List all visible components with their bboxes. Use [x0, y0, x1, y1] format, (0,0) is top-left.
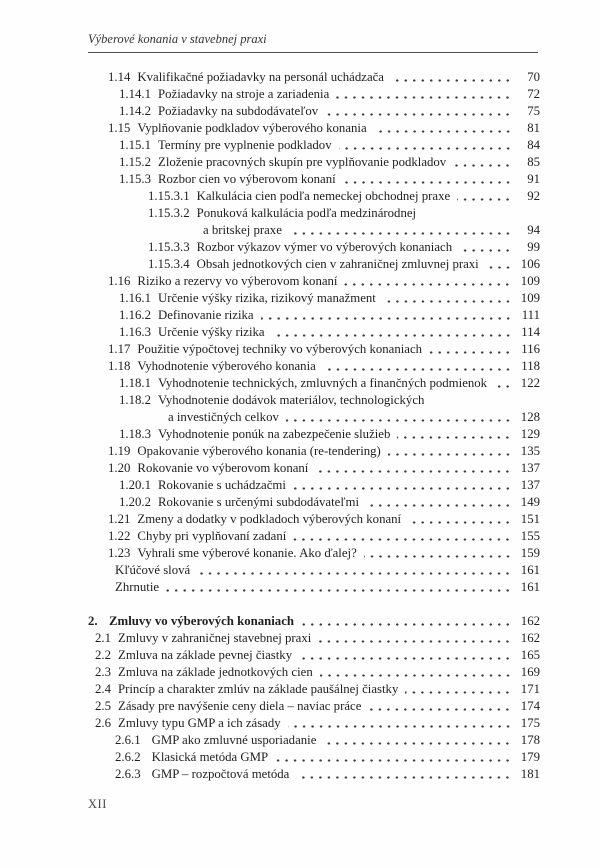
toc-entry	[88, 239, 540, 256]
page-number: XII	[88, 797, 107, 811]
toc-entry-number: 1.15.3.1	[148, 189, 190, 203]
toc-entry-title: GMP ako zmluvné usporiadanie	[151, 733, 317, 747]
toc-entry-page: 106	[520, 257, 540, 271]
toc-entry-title: Klasická metóda GMP	[151, 750, 269, 764]
toc-entry	[88, 443, 540, 460]
dot-leader	[315, 469, 512, 474]
dot-leader	[364, 554, 512, 559]
toc-entry-number: 1.15.1	[119, 138, 151, 152]
toc-entry-number: 1.14.2	[119, 104, 151, 118]
toc-entry-page: 165	[520, 648, 540, 662]
toc-entry-title: Obsah jednotkových cien v zahraničnej zmluvnej praxi	[196, 257, 479, 271]
toc-entry-title: Určenie výšky rizika, rizikový manažment	[158, 291, 376, 305]
toc-entry-title: Zmluvy v zahraničnej stavebnej praxi	[118, 631, 312, 645]
dot-leader	[301, 622, 512, 627]
dot-leader	[336, 95, 512, 100]
dot-leader	[344, 282, 512, 287]
toc-entry-page: 118	[521, 359, 540, 373]
toc-entry-title: Zmluvy vo výberových konaniach	[109, 614, 294, 628]
toc-entry-page: 72	[527, 87, 540, 101]
toc-entry-number: 1.18.1	[119, 376, 151, 390]
toc-entry-number: 2.3	[95, 665, 111, 679]
dot-leader	[299, 656, 512, 661]
toc-entry-title: Kvalifikačné požiadavky na personál uchádzača	[137, 70, 384, 84]
toc-entry	[88, 86, 540, 103]
dot-leader	[453, 163, 512, 168]
toc-entry	[88, 715, 540, 732]
toc-entry-number: 1.18.2	[119, 393, 151, 407]
toc-entry	[88, 154, 540, 171]
dot-leader	[366, 503, 512, 508]
toc-entry-page: 81	[527, 121, 540, 135]
toc-entry-title: Ponuková kalkulácia podľa medzinárodnej	[196, 206, 417, 220]
toc-entry-page: 137	[520, 478, 540, 492]
dot-leader	[166, 588, 512, 593]
toc-entry	[88, 460, 540, 477]
toc-entry-page: 84	[527, 138, 540, 152]
toc-entry-title: Princíp a charakter zmlúv na základe paušálnej čiastky	[118, 682, 399, 696]
toc-entry	[88, 205, 540, 222]
toc-entry	[88, 341, 540, 358]
toc-entry-page: 175	[520, 716, 540, 730]
toc-entry-page: 179	[520, 750, 540, 764]
toc-entry	[88, 375, 540, 392]
dot-leader	[339, 146, 512, 151]
toc-entry-number: 2.6	[95, 716, 111, 730]
toc-entry-page: 137	[520, 461, 540, 475]
toc-entry	[88, 613, 540, 630]
toc-entry-title: Zásady pre navýšenie ceny diela – naviac práce	[118, 699, 362, 713]
dot-leader	[323, 367, 512, 372]
dot-leader	[397, 435, 512, 440]
toc-entry-continuation-title: a investičných celkov	[168, 410, 279, 424]
toc-entry	[88, 188, 540, 205]
dot-leader	[374, 129, 512, 134]
toc-entry	[88, 137, 540, 154]
toc-entry-page: 171	[520, 682, 540, 696]
toc-entry-title: Vyplňovanie podkladov výberového konania	[137, 121, 367, 135]
dot-leader	[288, 724, 512, 729]
toc-entry-number: 1.22	[108, 529, 131, 543]
toc-section-chapter-1	[88, 69, 540, 596]
toc-entry-number: 1.21	[108, 512, 131, 526]
toc-entry	[88, 120, 540, 137]
toc-entry	[88, 256, 540, 273]
toc-entry-page: 178	[520, 733, 540, 747]
toc-entry-number: 2.6.1	[115, 733, 141, 747]
toc-entry-page: 161	[520, 563, 540, 577]
toc-entry	[88, 69, 540, 86]
toc-entry-title: Rokovanie s uchádzačmi	[158, 478, 286, 492]
toc-entry	[88, 528, 540, 545]
toc-entry	[88, 681, 540, 698]
toc-entry-page: 109	[520, 291, 540, 305]
toc-entry	[88, 273, 540, 290]
dot-leader	[388, 452, 512, 457]
dot-leader	[429, 350, 512, 355]
toc-entry-number: 2.4	[95, 682, 111, 696]
dot-leader	[272, 333, 512, 338]
toc-entry-page: 109	[520, 274, 540, 288]
toc-entry-number: 1.16.3	[119, 325, 151, 339]
toc-entry-number: 2.6.3	[115, 767, 141, 781]
toc-entry-number: 1.14.1	[119, 87, 151, 101]
toc-entry-number: 1.15.3.4	[148, 257, 190, 271]
toc-entry-number: 1.14	[108, 70, 131, 84]
toc-entry-page: 70	[527, 70, 540, 84]
toc-entry	[88, 630, 540, 647]
dot-leader	[293, 486, 512, 491]
toc-entry-title: Zmeny a dodatky v podkladoch výberových konaní	[137, 512, 402, 526]
toc-entry-continuation	[88, 222, 540, 239]
toc-entry-page: 162	[520, 614, 540, 628]
toc-entry-number: 1.15.3.3	[148, 240, 190, 254]
toc-entry-page: 161	[520, 580, 540, 594]
toc-entry-page: 129	[520, 427, 540, 441]
toc-entry	[88, 664, 540, 681]
toc-entry-number: 2.	[88, 614, 98, 628]
toc-entry-title: Termíny pre vyplnenie podkladov	[158, 138, 332, 152]
toc-entry	[88, 324, 540, 341]
toc-entry-number: 1.15	[108, 121, 131, 135]
dot-leader	[459, 248, 512, 253]
toc-entry	[88, 647, 540, 664]
toc-entry-number: 2.1	[95, 631, 111, 645]
dot-leader	[486, 265, 512, 270]
dot-leader	[293, 537, 512, 542]
toc-entry	[88, 358, 540, 375]
dot-leader	[343, 180, 512, 185]
toc-entry-title: Vyhrali sme výberové konanie. Ako ďalej?	[137, 546, 357, 560]
toc-entry-title: Riziko a rezervy vo výberovom konaní	[137, 274, 338, 288]
toc-entry-number: 2.2	[95, 648, 111, 662]
toc-entry-title: Zmluvy typu GMP a ich zásady	[118, 716, 281, 730]
toc-entry-title: Rokovanie s určenými subdodávateľmi	[158, 495, 360, 509]
toc-entry-page: 92	[527, 189, 540, 203]
toc-entry	[88, 426, 540, 443]
toc-entry-page: 94	[527, 223, 540, 237]
toc-entry-title: Kľúčové slová	[115, 563, 191, 577]
toc-entry-page: 99	[527, 240, 540, 254]
toc-entry-number: 1.18	[108, 359, 131, 373]
toc-entry-title: GMP – rozpočtová metóda	[151, 767, 290, 781]
dot-leader	[405, 690, 512, 695]
toc-entry-title: Vyhodnotenie ponúk na zabezpečenie služieb	[158, 427, 391, 441]
toc-entry	[88, 171, 540, 188]
toc-entry-number: 1.15.3	[119, 172, 151, 186]
dot-leader	[408, 520, 512, 525]
toc-entry-page: 116	[521, 342, 540, 356]
toc-entry-continuation-title: a britskej praxe	[203, 223, 282, 237]
toc-entry-page: 85	[527, 155, 540, 169]
toc-entry-number: 1.20	[108, 461, 131, 475]
toc-entry	[88, 307, 540, 324]
dot-leader	[391, 78, 512, 83]
toc-entry-number: 1.23	[108, 546, 131, 560]
toc-entry	[88, 562, 540, 579]
toc-entry-number: 1.15.3.2	[148, 206, 190, 220]
toc-entry	[88, 732, 540, 749]
toc-entry-page: 114	[521, 325, 540, 339]
toc-entry-page: 162	[520, 631, 540, 645]
dot-leader	[325, 112, 512, 117]
toc-entry	[88, 103, 540, 120]
toc-entry-title: Zmluva na základe jednotkových cien	[118, 665, 313, 679]
dot-leader	[323, 741, 512, 746]
dot-leader	[296, 775, 512, 780]
dot-leader	[320, 673, 512, 678]
dot-leader	[494, 384, 512, 389]
toc-entry-number: 1.16	[108, 274, 131, 288]
toc-entry	[88, 545, 540, 562]
dot-leader	[197, 571, 512, 576]
toc-entry-title: Určenie výšky rizika	[158, 325, 265, 339]
toc-entry-number: 2.6.2	[115, 750, 141, 764]
dot-leader	[286, 418, 512, 423]
toc-entry-number: 1.15.2	[119, 155, 151, 169]
toc-entry-number: 1.19	[108, 444, 131, 458]
toc-entry	[88, 749, 540, 766]
toc-entry-page: 75	[527, 104, 540, 118]
toc-entry-title: Požiadavky na subdodávateľov	[158, 104, 319, 118]
table-of-contents	[88, 69, 540, 783]
toc-entry-title: Rozbor výkazov výmer vo výberových konaniach	[196, 240, 453, 254]
toc-entry	[88, 477, 540, 494]
dot-leader	[457, 197, 512, 202]
toc-entry-page: 155	[520, 529, 540, 543]
toc-entry-number: 1.17	[108, 342, 131, 356]
toc-entry-number: 1.20.2	[119, 495, 151, 509]
toc-entry-page: 111	[521, 308, 540, 322]
toc-entry-number: 1.16.1	[119, 291, 151, 305]
toc-entry-title: Opakovanie výberového konania (re-tendering)	[137, 444, 381, 458]
toc-entry-title: Rozbor cien vo výberovom konaní	[158, 172, 336, 186]
toc-section-chapter-2	[88, 613, 540, 783]
toc-entry-number: 2.5	[95, 699, 111, 713]
dot-leader	[383, 299, 512, 304]
toc-entry	[88, 579, 540, 596]
toc-entry	[88, 766, 540, 783]
toc-entry	[88, 392, 540, 409]
toc-entry-page: 151	[520, 512, 540, 526]
dot-leader	[289, 231, 512, 236]
toc-entry-title: Kalkulácia cien podľa nemeckej obchodnej praxe	[196, 189, 451, 203]
running-header: Výberové konania v stavebnej praxi	[88, 32, 538, 53]
toc-entry-title: Vyhodnotenie dodávok materiálov, technologických	[158, 393, 425, 407]
toc-entry-number: 1.16.2	[119, 308, 151, 322]
toc-entry-title: Použitie výpočtovej techniky vo výberových konaniach	[137, 342, 423, 356]
toc-entry-page: 169	[520, 665, 540, 679]
toc-entry-title: Chyby pri vyplňovaní zadaní	[137, 529, 287, 543]
dot-leader	[261, 316, 512, 321]
toc-entry	[88, 511, 540, 528]
toc-entry-title: Rokovanie vo výberovom konaní	[137, 461, 309, 475]
toc-entry-page: 174	[520, 699, 540, 713]
toc-entry-title: Požiadavky na stroje a zariadenia	[158, 87, 330, 101]
toc-entry-page: 135	[520, 444, 540, 458]
toc-entry	[88, 290, 540, 307]
toc-entry-continuation	[88, 409, 540, 426]
toc-entry-title: Zmluva na základe pevnej čiastky	[118, 648, 293, 662]
toc-entry-title: Zhrnutie	[115, 580, 160, 594]
toc-entry-page: 128	[520, 410, 540, 424]
toc-entry-title: Vyhodnotenie technických, zmluvných a finančných podmienok	[158, 376, 488, 390]
dot-leader	[275, 758, 512, 763]
toc-entry	[88, 494, 540, 511]
toc-entry-number: 1.20.1	[119, 478, 151, 492]
toc-entry-title: Zloženie pracovných skupín pre vyplňovanie podkladov	[158, 155, 447, 169]
toc-entry-title: Definovanie rizika	[158, 308, 254, 322]
toc-entry-page: 181	[520, 767, 540, 781]
toc-entry-title: Vyhodnotenie výberového konania	[137, 359, 316, 373]
toc-entry-page: 159	[520, 546, 540, 560]
toc-entry-page: 91	[527, 172, 540, 186]
toc-entry-page: 122	[520, 376, 540, 390]
toc-entry	[88, 698, 540, 715]
dot-leader	[368, 707, 512, 712]
toc-entry-page: 149	[520, 495, 540, 509]
dot-leader	[318, 639, 512, 644]
toc-entry-number: 1.18.3	[119, 427, 151, 441]
